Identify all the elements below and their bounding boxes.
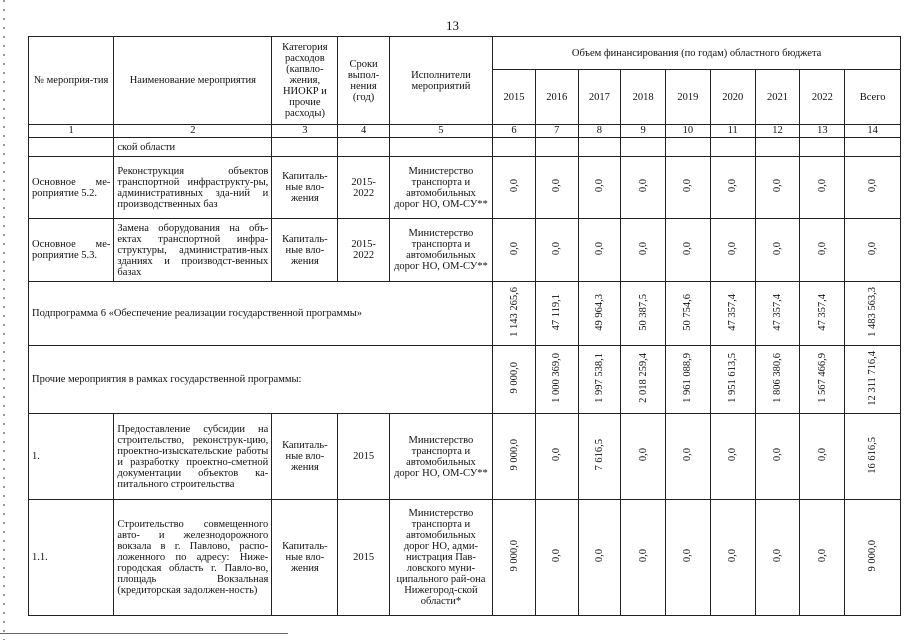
- index-cell: 10: [666, 125, 711, 138]
- header-year: 2020: [710, 70, 755, 125]
- row-value: [578, 138, 621, 157]
- value-text: 47 357,4: [816, 293, 828, 331]
- header-row-1: [29, 37, 901, 70]
- row-value: [621, 219, 666, 282]
- row-executors: Министерство транспорта и автомобильных дорог НО, ОМ-СУ**: [389, 414, 493, 500]
- row-executors: Министерство транспорта и автомобильных дорог НО, адми-нистрация Пав-ловского муни-ципального рай-она Нижегород-ской области*: [389, 500, 493, 616]
- index-cell: 5: [389, 125, 493, 138]
- value-text: 0,0: [772, 549, 784, 563]
- value-text: 0,0: [867, 241, 879, 256]
- row-value-total: [845, 157, 901, 219]
- row-executors: Министерство транспорта и автомобильных дорог НО, ОМ-СУ**: [389, 219, 493, 282]
- row-value: [800, 219, 845, 282]
- row-value: [493, 138, 536, 157]
- other-measures-value: [755, 346, 800, 414]
- value-text: 0,0: [637, 549, 649, 563]
- value-text: 0,0: [593, 549, 605, 563]
- header-year: 2018: [621, 70, 666, 125]
- row-value: [710, 138, 755, 157]
- other-measures-label: Прочие мероприятия в рамках государственной программы:: [29, 346, 493, 414]
- value-text: 47 357,4: [727, 293, 739, 331]
- value-text: 1 951 613,5: [727, 353, 739, 403]
- value-text: 1 143 265,6: [508, 287, 520, 337]
- row-name: Замена оборудования на объ-ектах транспортной инфра-структуры, административ-ных зданиях и производст-венных базах: [114, 219, 272, 282]
- value-text: 1 997 538,1: [593, 353, 605, 403]
- row-value: [578, 500, 621, 616]
- value-text: 0,0: [682, 448, 694, 462]
- header-col-terms: Сроки выпол-нения (год): [338, 37, 389, 125]
- table-row: [29, 414, 901, 500]
- value-text: 0,0: [816, 448, 828, 462]
- row-category: Капиталь-ные вло-жения: [272, 414, 338, 500]
- header-col-executors: Исполнители мероприятий: [389, 37, 493, 125]
- subprogram-value: [621, 282, 666, 346]
- subprogram-label: Подпрограмма 6 «Обеспечение реализации государственной программы»: [29, 282, 493, 346]
- value-text: 0,0: [816, 241, 828, 256]
- value-text: 7 616,5: [593, 439, 605, 471]
- row-category: Капиталь-ные вло-жения: [272, 500, 338, 616]
- row-name: Реконструкция объектов транспортной инфраструкту-ры, административных зда-ний и производственных баз: [114, 157, 272, 219]
- value-text: 9 000,0: [867, 540, 879, 572]
- row-executors: Министерство транспорта и автомобильных дорог НО, ОМ-СУ**: [389, 157, 493, 219]
- page-number: 13: [446, 18, 459, 33]
- value-text: 9 000,0: [508, 540, 520, 572]
- index-cell: 13: [800, 125, 845, 138]
- row-terms: 2015: [338, 500, 389, 616]
- value-text: 0,0: [593, 241, 605, 256]
- other-measures-value: [493, 346, 536, 414]
- value-text: 0,0: [727, 448, 739, 462]
- value-text: 0,0: [508, 241, 520, 256]
- row-id: [29, 138, 114, 157]
- index-cell: 7: [535, 125, 578, 138]
- value-text: 0,0: [508, 179, 520, 193]
- subprogram-value: [800, 282, 845, 346]
- value-text: 0,0: [551, 448, 563, 462]
- value-text: 1 961 088,9: [682, 353, 694, 403]
- index-cell: 1: [29, 125, 114, 138]
- subprogram-value-total: [845, 282, 901, 346]
- value-text: 0,0: [551, 549, 563, 563]
- index-cell: 9: [621, 125, 666, 138]
- row-value: [621, 414, 666, 500]
- row-id: Основное ме-роприятие 5.3.: [29, 219, 114, 282]
- value-text: 0,0: [772, 241, 784, 256]
- row-name: Предоставление субсидии на строительство, реконструк-цию, проектно-изыскательские работы и разработку проектно-сметной документации объектов ка-питального строительства: [114, 414, 272, 500]
- value-text: 1 483 563,3: [867, 287, 879, 337]
- row-value: [755, 414, 800, 500]
- value-text: 0,0: [682, 549, 694, 563]
- row-value: [666, 219, 711, 282]
- row-id: Основное ме-роприятие 5.2.: [29, 157, 114, 219]
- other-measures-row: [29, 346, 901, 414]
- value-text: 0,0: [637, 179, 649, 193]
- header-year: 2015: [493, 70, 536, 125]
- row-value: [755, 138, 800, 157]
- value-text: 47 119,1: [551, 293, 563, 331]
- value-text: 0,0: [772, 179, 784, 193]
- row-value: [578, 219, 621, 282]
- row-name: Строительство совмещенного авто- и железнодорожного вокзала в г. Павлово, распо-ложенного по адресу: Ниже-городская область г. Павло-во, площадь Вокзальная (кредиторская задолжен-ность): [114, 500, 272, 616]
- row-value-total: [845, 500, 901, 616]
- row-value: [493, 500, 536, 616]
- row-category: [272, 138, 338, 157]
- subprogram-value: [535, 282, 578, 346]
- header-year: 2022: [800, 70, 845, 125]
- row-id: 1.: [29, 414, 114, 500]
- value-text: 9 000,0: [508, 439, 520, 471]
- footnote-separator: [0, 633, 288, 634]
- row-value: [493, 414, 536, 500]
- row-value: [493, 219, 536, 282]
- row-value: [535, 500, 578, 616]
- row-value: [755, 500, 800, 616]
- index-cell: 12: [755, 125, 800, 138]
- other-measures-value: [666, 346, 711, 414]
- left-margin-dots: [3, 0, 5, 640]
- row-category: Капиталь-ные вло-жения: [272, 219, 338, 282]
- index-cell: 11: [710, 125, 755, 138]
- index-cell: 14: [845, 125, 901, 138]
- index-cell: 3: [272, 125, 338, 138]
- value-text: 0,0: [593, 179, 605, 193]
- value-text: 49 964,3: [593, 293, 605, 331]
- value-text: 0,0: [637, 448, 649, 462]
- row-value: [755, 219, 800, 282]
- row-value: [621, 500, 666, 616]
- index-cell: 2: [114, 125, 272, 138]
- value-text: 16 616,5: [867, 436, 879, 474]
- subprogram-value: [578, 282, 621, 346]
- row-terms: 2015-2022: [338, 157, 389, 219]
- subprogram-value: [755, 282, 800, 346]
- value-text: 9 000,0: [508, 362, 520, 394]
- row-value: [666, 157, 711, 219]
- row-value: [755, 157, 800, 219]
- header-col-financing: Объем финансирования (по годам) областного бюджета: [493, 37, 901, 70]
- value-text: 0,0: [551, 241, 563, 256]
- header-year: 2016: [535, 70, 578, 125]
- header-year: 2021: [755, 70, 800, 125]
- header-col-name: Наименование мероприятия: [114, 37, 272, 125]
- row-value: [535, 414, 578, 500]
- row-value: [578, 157, 621, 219]
- value-text: 0,0: [637, 241, 649, 256]
- value-text: 1 567 466,9: [816, 353, 828, 403]
- index-cell: 8: [578, 125, 621, 138]
- row-id: 1.1.: [29, 500, 114, 616]
- row-value: [800, 414, 845, 500]
- row-value: [621, 157, 666, 219]
- value-text: 2 018 259,4: [637, 353, 649, 403]
- row-value: [621, 138, 666, 157]
- financing-table: [28, 36, 901, 616]
- row-category: Капиталь-ные вло-жения: [272, 157, 338, 219]
- row-value: [800, 157, 845, 219]
- value-text: 50 754,6: [682, 293, 694, 331]
- subprogram-value: [666, 282, 711, 346]
- value-text: 0,0: [727, 549, 739, 563]
- value-text: 0,0: [682, 241, 694, 256]
- index-cell: 4: [338, 125, 389, 138]
- value-text: 0,0: [727, 179, 739, 193]
- header-col-number: № мероприя-тия: [29, 37, 114, 125]
- subprogram-row: [29, 282, 901, 346]
- value-text: 1 806 380,6: [772, 353, 784, 403]
- other-measures-value: [710, 346, 755, 414]
- row-terms: 2015-2022: [338, 219, 389, 282]
- value-text: 1 000 369,0: [551, 353, 563, 403]
- row-value: [710, 414, 755, 500]
- value-text: 0,0: [816, 549, 828, 563]
- value-text: 0,0: [727, 241, 739, 256]
- row-value: [535, 138, 578, 157]
- value-text: 0,0: [867, 179, 879, 193]
- row-value-total: [845, 219, 901, 282]
- subprogram-value: [710, 282, 755, 346]
- other-measures-value: [578, 346, 621, 414]
- index-cell: 6: [493, 125, 536, 138]
- value-text: 0,0: [816, 179, 828, 193]
- row-value: [666, 414, 711, 500]
- row-executors: [389, 138, 493, 157]
- row-value: [666, 500, 711, 616]
- index-row: [29, 125, 901, 138]
- row-value: [578, 414, 621, 500]
- value-text: 0,0: [772, 448, 784, 462]
- value-text: 0,0: [551, 179, 563, 193]
- row-value: [535, 157, 578, 219]
- row-value: [710, 500, 755, 616]
- row-value: [535, 219, 578, 282]
- other-measures-value: [800, 346, 845, 414]
- row-value-total: [845, 414, 901, 500]
- value-text: 47 357,4: [772, 293, 784, 331]
- table-row: [29, 157, 901, 219]
- table-row: [29, 138, 901, 157]
- row-name: ской области: [114, 138, 272, 157]
- other-measures-value: [621, 346, 666, 414]
- row-value: [493, 157, 536, 219]
- value-text: 0,0: [682, 179, 694, 193]
- subprogram-value: [493, 282, 536, 346]
- value-text: 12 311 716,4: [867, 350, 879, 406]
- value-text: 50 387,5: [637, 293, 649, 331]
- other-measures-value: [535, 346, 578, 414]
- row-terms: 2015: [338, 414, 389, 500]
- other-measures-value-total: [845, 346, 901, 414]
- header-year: 2017: [578, 70, 621, 125]
- header-year-total: Всего: [845, 70, 901, 125]
- row-terms: [338, 138, 389, 157]
- table-row: [29, 219, 901, 282]
- header-year: 2019: [666, 70, 711, 125]
- row-value: [710, 157, 755, 219]
- table-row: [29, 500, 901, 616]
- row-value: [800, 138, 845, 157]
- row-value: [800, 500, 845, 616]
- row-value: [666, 138, 711, 157]
- row-value: [845, 138, 901, 157]
- row-value: [710, 219, 755, 282]
- header-col-category: Категория расходов (капвло-жения, НИОКР и прочие расходы): [272, 37, 338, 125]
